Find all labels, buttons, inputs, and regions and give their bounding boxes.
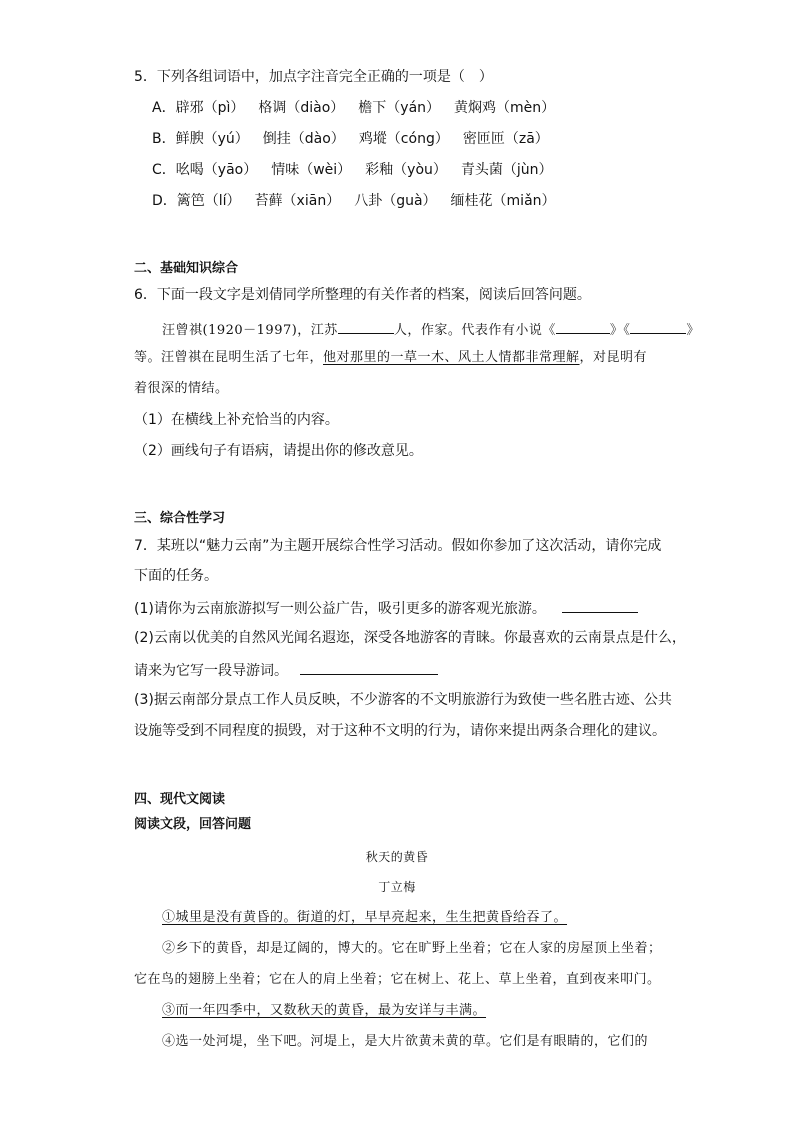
option-word: 檐下（yán） [358,100,441,116]
q5-option-c[interactable] [152,161,553,179]
question-5-stem: 5．下列各组词语中，加点字注音完全正确的一项是（ ） [134,69,493,85]
passage-text: ，对昆明有 [579,350,648,365]
section-3-heading: 三、综合性学习 [134,511,226,526]
underlined-sentence: 他对那里的一草一木、风土人情都非常理解 [323,350,580,365]
option-word: 情味（wèi） [271,162,352,178]
passage-text: 汪曾祺(1920－1997)，江苏 [162,323,338,338]
task-3-line-2: 设施等受到不同程度的损毁，对于这种不文明的行为，请你来提出两条合理化的建议。 [134,723,666,739]
task-3-line-1: (3)据云南部分景点工作人员反映，不少游客的不文明旅游行为致使一些名胜古迹、公共 [134,692,672,708]
q6-sub-2: （2）画线句子有语病，请提出你的修改意见。 [134,443,423,459]
question-7-line-1: 7．某班以“魅力云南”为主题开展综合性学习活动。假如你参加了这次活动，请你完成 [134,538,662,554]
option-word: 青头菌（jùn） [460,162,553,178]
passage-line-1 [162,319,700,340]
paragraph-2-line-2: 它在鸟的翅膀上坐着；它在人的肩上坐着；它在树上、花上、草上坐着，直到夜来叩门。 [134,972,661,987]
article-author: 丁立梅 [378,880,416,894]
option-word: 格调（diào） [258,100,345,116]
option-letter: B． [152,131,176,147]
task-text: (1)请你为云南旅游拟写一则公益广告，吸引更多的游客观光旅游。 [134,601,546,617]
passage-line-3: 着很深的情结。 [134,381,229,396]
passage-text: 》《 [609,323,631,338]
option-word: 鲜腴（yú） [175,131,249,147]
fill-blank[interactable] [338,319,394,334]
passage-line-2 [134,349,647,367]
reading-instruction: 阅读文段，回答问题 [134,817,252,832]
q5-option-a[interactable] [152,99,555,117]
underlined-paragraph: ③而一年四季中，又数秋天的黄昏，最为安详与丰满。 [162,1003,487,1018]
q6-sub-1: （1）在横线上补充恰当的内容。 [134,412,339,428]
q5-option-d[interactable] [152,192,556,210]
answer-blank[interactable] [562,598,638,613]
article-title: 秋天的黄昏 [365,850,429,864]
passage-text: 》 [686,323,700,338]
paragraph-3 [162,1002,486,1020]
option-word: 缅桂花（miǎn） [450,193,556,209]
option-word: 黄焖鸡（mèn） [454,100,556,116]
option-word: 苔藓（xiān） [254,193,341,209]
question-7-line-2: 下面的任务。 [134,568,218,584]
task-1 [134,598,638,618]
task-2-line-1: (2)云南以优美的自然风光闻名遐迩，深受各地游客的青睐。你最喜欢的云南景点是什么， [134,630,686,646]
task-2-line-2 [134,660,438,680]
task-text: 请来为它写一段导游词。 [134,663,288,679]
q5-option-b[interactable] [152,130,549,148]
question-6-stem: 6．下面一段文字是刘倩同学所整理的有关作者的档案，阅读后回答问题。 [134,287,591,303]
option-word: 密匝匝（zā） [462,131,549,147]
paragraph-4: ④选一处河堤，坐下吧。河堤上，是大片欲黄未黄的草。它们是有眼睛的，它们的 [162,1034,649,1049]
fill-blank[interactable] [556,319,610,334]
option-word: 辟邪（pì） [175,100,245,116]
section-4-heading: 四、现代文阅读 [134,792,226,807]
paragraph-1 [162,909,567,927]
option-word: 彩釉（yòu） [365,162,447,178]
passage-text: 人，作家。代表作有小说《 [393,323,556,338]
option-word: 八卦（guà） [354,193,437,209]
fill-blank[interactable] [630,319,686,334]
option-word: 篱笆（lí） [176,193,241,209]
passage-text: 等。汪曾祺在昆明生活了七年， [134,350,324,365]
section-2-heading: 二、基础知识综合 [134,261,239,276]
underlined-paragraph: ①城里是没有黄昏的。街道的灯，早早亮起来，生生把黄昏给吞了。 [162,910,568,925]
option-letter: A． [152,100,176,116]
option-letter: C． [152,162,176,178]
option-word: 吆喝（yāo） [175,162,258,178]
option-word: 倒挂（dào） [262,131,345,147]
option-word: 鸡㙡（cóng） [358,131,449,147]
paragraph-2-line-1: ②乡下的黄昏，却是辽阔的，博大的。它在旷野上坐着；它在人家的房屋顶上坐着； [162,941,662,956]
option-letter: D． [152,193,177,209]
answer-blank[interactable] [300,660,438,675]
